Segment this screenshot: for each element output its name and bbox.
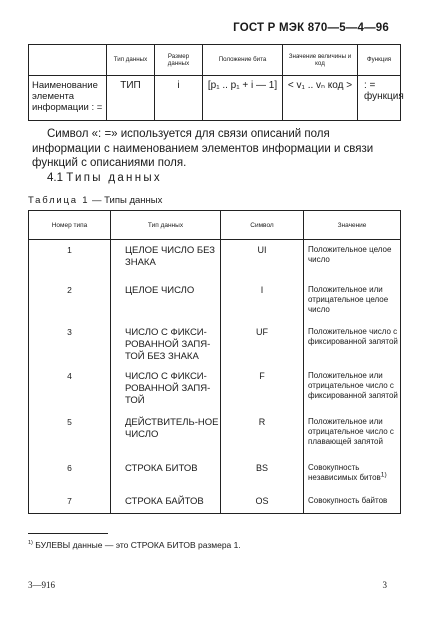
type-symbol: UI xyxy=(221,240,304,280)
footnote-divider xyxy=(28,533,108,534)
table-row xyxy=(29,322,401,366)
type-meaning: Положительное или отрицательное число с плавающей запятой xyxy=(304,412,401,458)
meaning-text: Совокупность независимых битов xyxy=(308,462,381,482)
type-meaning: Положительное или отрицательное целое число xyxy=(304,280,401,322)
header-cell: Символ xyxy=(221,211,304,240)
data-types-table xyxy=(28,210,401,514)
table-cell: i xyxy=(155,76,203,121)
type-number: 6 xyxy=(29,458,111,491)
table-row xyxy=(29,458,401,491)
type-symbol: I xyxy=(221,280,304,322)
type-symbol: F xyxy=(221,366,304,412)
footnote xyxy=(28,540,241,550)
header-cell: Номер типа xyxy=(29,211,111,240)
type-number: 1 xyxy=(29,240,111,280)
table-label: Таблица 1 xyxy=(28,195,90,206)
table-cell: Наименование элемента информации : = xyxy=(29,76,107,121)
type-number: 2 xyxy=(29,280,111,322)
field-description-table xyxy=(28,44,404,121)
type-symbol: OS xyxy=(221,491,304,514)
table-row xyxy=(29,240,401,280)
table-row xyxy=(29,76,401,121)
type-meaning: Совокупность байтов xyxy=(304,491,401,514)
type-number: 3 xyxy=(29,322,111,366)
type-symbol: UF xyxy=(221,322,304,366)
table-row xyxy=(29,280,401,322)
header-cell xyxy=(29,45,107,76)
type-name: ЧИСЛО С ФИКСИ-РОВАННОЙ ЗАПЯ-ТОЙ БЕЗ ЗНАКА xyxy=(111,322,221,366)
header-cell: Тип данных xyxy=(111,211,221,240)
table-cell: < v₁ .. vₙ код > xyxy=(283,76,358,121)
footnote-ref: 1) xyxy=(380,470,387,478)
standard-header: ГОСТ Р МЭК 870—5—4—96 xyxy=(233,22,389,34)
table-row xyxy=(29,366,401,412)
type-name: ЦЕЛОЕ ЧИСЛО БЕЗ ЗНАКА xyxy=(111,240,221,280)
header-cell: Положение бита xyxy=(203,45,283,76)
table-row xyxy=(29,412,401,458)
section-title: Типы данных xyxy=(66,172,162,184)
type-name: ЧИСЛО С ФИКСИ-РОВАННОЙ ЗАПЯ-ТОЙ xyxy=(111,366,221,412)
section-number: 4.1 xyxy=(47,172,63,184)
type-number: 5 xyxy=(29,412,111,458)
header-cell: Функция xyxy=(358,45,401,76)
type-name: ДЕЙСТВИТЕЛЬ-НОЕ ЧИСЛО xyxy=(111,412,221,458)
header-cell: Значение xyxy=(304,211,401,240)
table-header-row xyxy=(29,211,401,240)
type-meaning: Положительное целое число xyxy=(304,240,401,280)
table-title: Типы данных xyxy=(104,195,163,206)
table-row xyxy=(29,491,401,514)
footnote-marker: 1) xyxy=(28,540,33,547)
print-code: 3—916 xyxy=(28,580,55,590)
type-name: ЦЕЛОЕ ЧИСЛО xyxy=(111,280,221,322)
table-cell: ТИП xyxy=(107,76,155,121)
table-header-row xyxy=(29,45,401,76)
footnote-text: БУЛЕВЫ данные — это СТРОКА БИТОВ размера 1. xyxy=(35,540,241,550)
caption-dash: — xyxy=(89,195,105,206)
page-number: 3 xyxy=(382,580,387,590)
body-paragraph: Символ «: =» используется для связи описаний поля информации с наименованием элементов информации и связи функций с описаниями поля. xyxy=(32,128,374,169)
type-number: 7 xyxy=(29,491,111,514)
table-caption xyxy=(28,195,162,206)
section-heading xyxy=(47,172,162,184)
type-meaning: Положительное число с фиксированной запятой xyxy=(304,322,401,366)
type-meaning xyxy=(304,458,401,491)
header-cell: Тип данных xyxy=(107,45,155,76)
table-cell: [p₁ .. p₁ + i — 1] xyxy=(203,76,283,121)
type-name: СТРОКА БАЙТОВ xyxy=(111,491,221,514)
type-symbol: R xyxy=(221,412,304,458)
table-cell: : = функция xyxy=(358,76,401,121)
type-name: СТРОКА БИТОВ xyxy=(111,458,221,491)
type-meaning: Положительное или отрицательное число с фиксированной запятой xyxy=(304,366,401,412)
header-cell: Значение величины и код xyxy=(283,45,358,76)
type-number: 4 xyxy=(29,366,111,412)
type-symbol: BS xyxy=(221,458,304,491)
header-cell: Размер данных xyxy=(155,45,203,76)
